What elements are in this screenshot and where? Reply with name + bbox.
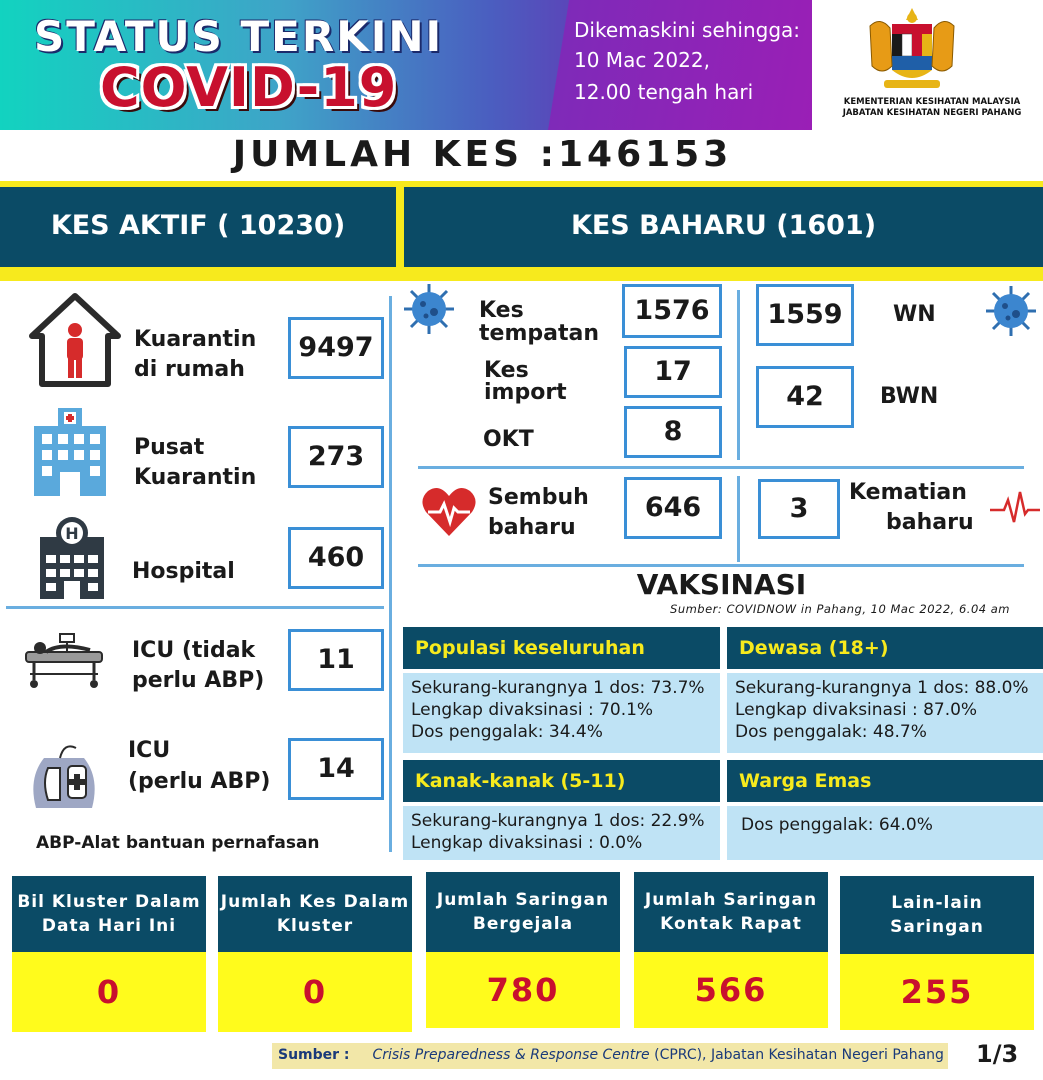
updated-line2: 10 Mac 2022, bbox=[574, 48, 710, 72]
ministry-line1: KEMENTERIAN KESIHATAN MALAYSIA bbox=[843, 97, 1021, 107]
footer-source-label: Sumber : bbox=[278, 1047, 350, 1063]
local-label1: Kes bbox=[479, 298, 524, 323]
icu-abp-value: 14 bbox=[288, 738, 384, 800]
footer-source bbox=[272, 1043, 948, 1069]
vax-population-line1: Sekurang-kurangnya 1 dos: 73.7% bbox=[411, 678, 705, 698]
new-cases-divider bbox=[737, 290, 740, 460]
new-cases-title: KES BAHARU (1601) bbox=[570, 210, 877, 241]
vax-population-line3: Dos penggalak: 34.4% bbox=[411, 722, 603, 742]
import-label2: import bbox=[484, 380, 567, 405]
recovered-label1: Sembuh bbox=[488, 485, 589, 510]
cluster-cases-label1: Jumlah Kes Dalam bbox=[220, 892, 410, 912]
cluster-cases-header bbox=[218, 876, 412, 952]
deaths-value: 3 bbox=[758, 479, 840, 539]
symptomatic-screening-label1: Jumlah Saringan bbox=[436, 890, 610, 910]
vax-children-heading: Kanak-kanak (5-11) bbox=[403, 760, 720, 802]
virus-icon-left bbox=[402, 282, 456, 340]
recovered-divider bbox=[737, 476, 740, 562]
deaths-label2: baharu bbox=[886, 510, 974, 535]
cluster-today-value: 0 bbox=[12, 952, 206, 1032]
yellow-divider bbox=[0, 273, 1043, 281]
total-cases: JUMLAH KES :146153 bbox=[232, 134, 733, 175]
vax-children-line2: Lengkap divaksinasi : 0.0% bbox=[411, 833, 643, 853]
okt-label: OKT bbox=[483, 427, 534, 452]
hospital-label: Hospital bbox=[132, 559, 235, 584]
title-covid19: COVID-19 bbox=[100, 56, 398, 119]
icu-no-abp-label2: perlu ABP) bbox=[132, 668, 265, 693]
vax-population-line2: Lengkap divaksinasi : 70.1% bbox=[411, 700, 654, 720]
coat-of-arms-logo bbox=[862, 6, 962, 94]
hospital-icon bbox=[36, 515, 108, 605]
vax-adult-line2: Lengkap divaksinasi : 87.0% bbox=[735, 700, 978, 720]
heartbeat-line-icon bbox=[990, 490, 1040, 530]
quarantine-centre-label2: Kuarantin bbox=[134, 465, 257, 490]
other-screening-value: 255 bbox=[840, 954, 1034, 1030]
quarantine-home-label1: Kuarantin bbox=[134, 327, 257, 352]
other-screening-label1: Lain-lain bbox=[891, 893, 983, 913]
title-status-terkini: STATUS TERKINI bbox=[34, 12, 444, 61]
quarantine-home-value: 9497 bbox=[288, 317, 384, 379]
house-person-icon bbox=[28, 292, 122, 392]
vax-adult-heading: Dewasa (18+) bbox=[727, 627, 1043, 669]
heart-icon bbox=[420, 484, 478, 542]
recovered-label2: baharu bbox=[488, 515, 576, 540]
vax-adult-line3: Dos penggalak: 48.7% bbox=[735, 722, 927, 742]
ministry-line2: JABATAN KESIHATAN NEGERI PAHANG bbox=[842, 108, 1022, 118]
page-number: 1/3 bbox=[976, 1040, 1019, 1068]
symptomatic-screening-value: 780 bbox=[426, 952, 620, 1028]
other-screening-label2: Saringan bbox=[890, 917, 984, 937]
hospital-value: 460 bbox=[288, 527, 384, 589]
icu-abp-label1: ICU bbox=[128, 738, 171, 763]
cluster-cases-label2: Kluster bbox=[276, 916, 354, 936]
deaths-label1: Kematian bbox=[849, 480, 967, 505]
wn-value: 1559 bbox=[756, 284, 854, 346]
svg-text:H: H bbox=[65, 524, 79, 543]
cluster-today-label1: Bil Kluster Dalam bbox=[17, 892, 201, 912]
new-cases-hline bbox=[418, 466, 1024, 469]
ventilator-icon bbox=[24, 738, 104, 814]
column-divider bbox=[389, 296, 392, 852]
wn-label: WN bbox=[893, 302, 936, 327]
bwn-label: BWN bbox=[880, 384, 939, 409]
bwn-value: 42 bbox=[756, 366, 854, 428]
cluster-today-label2: Data Hari Ini bbox=[41, 916, 177, 936]
footer-source-rest: (CPRC), Jabatan Kesihatan Negeri Pahang bbox=[649, 1047, 944, 1063]
building-icon bbox=[28, 402, 112, 502]
quarantine-home-label2: di rumah bbox=[134, 357, 245, 382]
close-contact-screening-label2: Kontak Rapat bbox=[660, 914, 802, 934]
footer-source-italic: Crisis Preparedness & Response Centre bbox=[372, 1047, 650, 1063]
vax-top-line bbox=[418, 564, 1024, 567]
updated-line3: 12.00 tengah hari bbox=[574, 80, 754, 104]
cluster-cases-value: 0 bbox=[218, 952, 412, 1032]
active-cases-title: KES AKTIF ( 10230) bbox=[50, 210, 346, 241]
quarantine-centre-value: 273 bbox=[288, 426, 384, 488]
vaccination-source: Sumber: COVIDNOW in Pahang, 10 Mac 2022, 6.04 am bbox=[670, 602, 1010, 616]
symptomatic-screening-label2: Bergejala bbox=[472, 914, 574, 934]
local-value: 1576 bbox=[622, 284, 722, 338]
vax-adult-body bbox=[727, 673, 1043, 753]
recovered-value: 646 bbox=[624, 477, 722, 539]
vax-population-heading: Populasi keseluruhan bbox=[403, 627, 720, 669]
vax-population-body bbox=[403, 673, 720, 753]
vax-elderly-heading: Warga Emas bbox=[727, 760, 1043, 802]
vax-children-line1: Sekurang-kurangnya 1 dos: 22.9% bbox=[411, 811, 705, 831]
abp-footnote: ABP-Alat bantuan pernafasan bbox=[36, 833, 320, 853]
import-label1: Kes bbox=[484, 358, 529, 383]
okt-value: 8 bbox=[624, 406, 722, 458]
vaccination-title: VAKSINASI bbox=[636, 568, 807, 601]
icu-no-abp-value: 11 bbox=[288, 629, 384, 691]
icu-abp-label2: (perlu ABP) bbox=[128, 769, 271, 794]
import-value: 17 bbox=[624, 346, 722, 398]
close-contact-screening-label1: Jumlah Saringan bbox=[644, 890, 818, 910]
icu-bed-icon bbox=[20, 630, 108, 696]
left-divider bbox=[6, 606, 384, 609]
other-screening-header bbox=[840, 876, 1034, 954]
close-contact-screening-value: 566 bbox=[634, 952, 828, 1028]
quarantine-centre-label1: Pusat bbox=[134, 435, 205, 460]
cluster-today-header bbox=[12, 876, 206, 952]
updated-line1: Dikemaskini sehingga: bbox=[574, 18, 801, 42]
vax-adult-line1: Sekurang-kurangnya 1 dos: 88.0% bbox=[735, 678, 1029, 698]
local-label2: tempatan bbox=[479, 321, 599, 346]
virus-icon-right bbox=[984, 284, 1038, 342]
symptomatic-screening-header bbox=[426, 872, 620, 952]
vax-children-body bbox=[403, 806, 720, 860]
vax-elderly-body bbox=[727, 806, 1043, 860]
close-contact-screening-header bbox=[634, 872, 828, 952]
icu-no-abp-label1: ICU (tidak bbox=[132, 638, 256, 663]
vax-elderly-line1: Dos penggalak: 64.0% bbox=[741, 815, 933, 835]
